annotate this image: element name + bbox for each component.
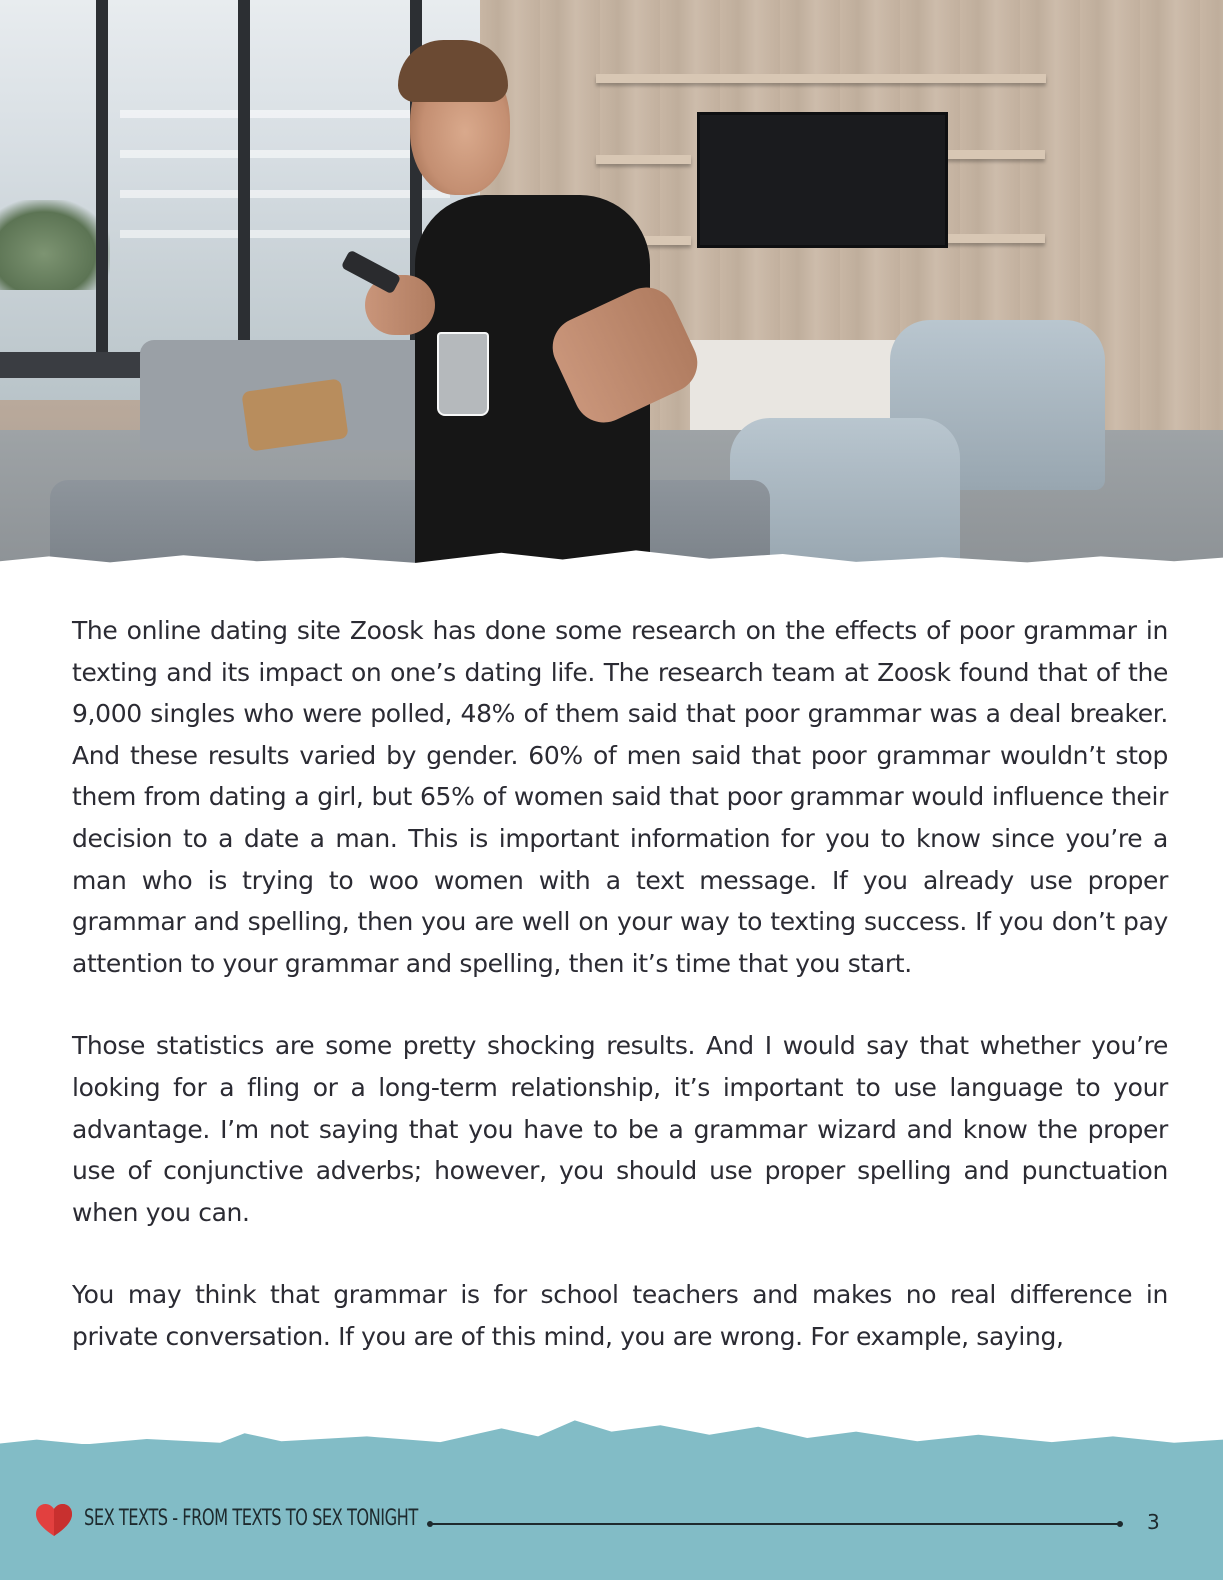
footer-divider	[430, 1523, 1120, 1525]
television	[697, 112, 948, 248]
paragraph: You may think that grammar is for school teachers and makes no real difference in private conversation. If you are of this mind, you are wrong. For example, saying,	[72, 1280, 1168, 1351]
building-stripe	[120, 230, 450, 238]
shelf	[945, 234, 1045, 243]
shelf	[596, 74, 1046, 83]
hero-photo	[0, 0, 1223, 570]
article-body	[72, 610, 1168, 1399]
building-stripe	[120, 150, 450, 158]
building-stripe	[120, 190, 450, 198]
page-footer	[0, 1444, 1223, 1580]
footer-title: SEX TEXTS - FROM TEXTS TO SEX TONIGHT	[84, 1506, 418, 1531]
window-frame	[238, 0, 250, 360]
page-number: 3	[1147, 1510, 1160, 1534]
outdoor-plant	[0, 200, 110, 290]
heart-icon	[36, 1504, 72, 1538]
window-frame	[96, 0, 108, 360]
drinking-glass	[437, 332, 489, 416]
building-stripe	[120, 110, 450, 118]
paragraph: The online dating site Zoosk has done some research on the effects of poor grammar in texting and its impact on one’s dating life. The research team at Zoosk found that of the 9,000 singles who were polled, 48% of them said that poor grammar was a deal breaker. And these results varied by gender. 60% of men said that poor grammar wouldn’t stop them from dating a girl, but 65% of women said that poor grammar would influence their decision to a date a man. This is important information for you to know since you’re a man who is trying to woo women with a text message. If you already use proper grammar and spelling, then you are well on your way to texting success. If you don’t pay attention to your grammar and spelling, then it’s time that you start.	[72, 616, 1168, 978]
shelf	[596, 155, 691, 164]
torn-paper-edge	[0, 1414, 1223, 1446]
paragraph: Those statistics are some pretty shocking results. And I would say that whether you’re looking for a fling or a long-term relationship, it’s important to use language to your advantage. I’m not saying that you have to be a grammar wizard and know the proper use of conjunctive adverbs; however, you should use proper spelling and punctuation when you can.	[72, 1031, 1168, 1227]
shelf	[945, 150, 1045, 159]
